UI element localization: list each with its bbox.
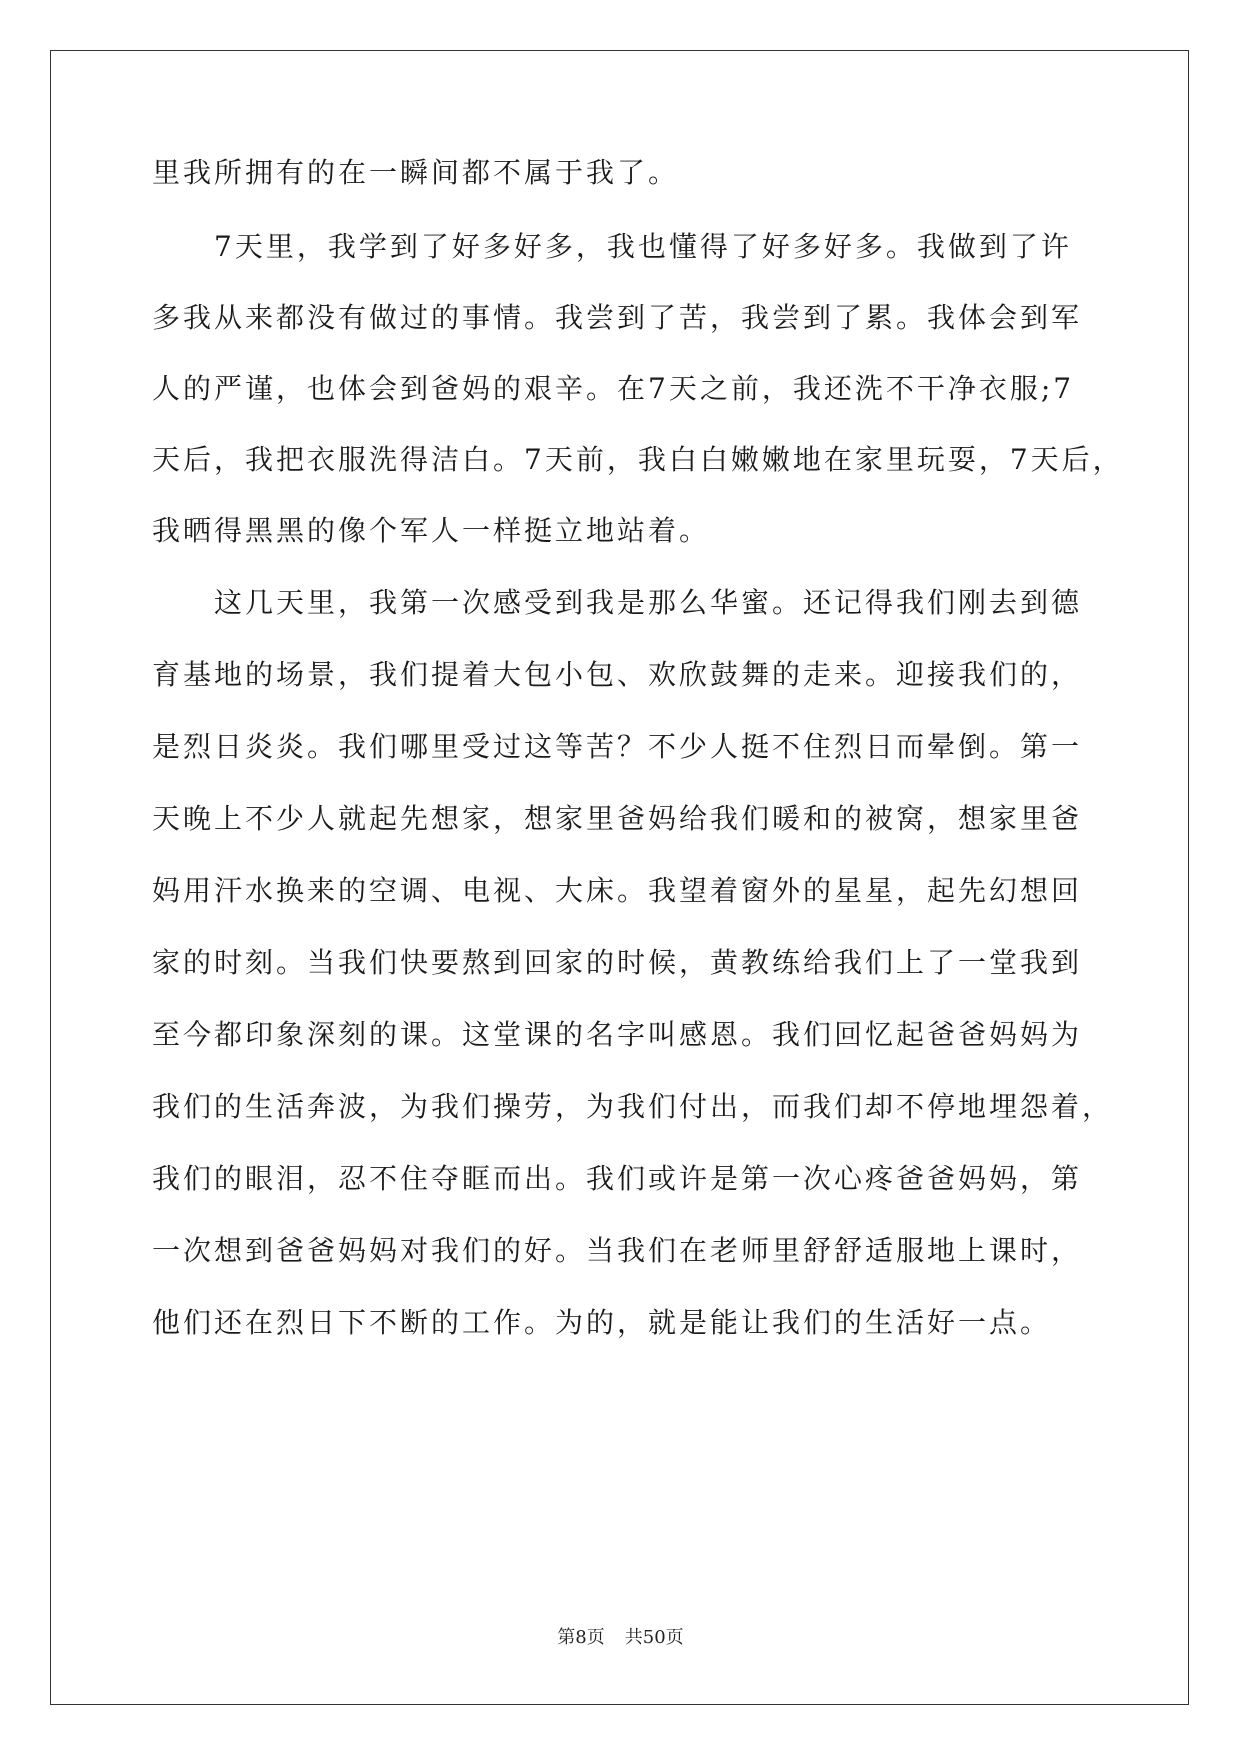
text-line: 是烈日炎炎。我们哪里受过这等苦？不少人挺不住烈日而晕倒。第一	[152, 730, 1083, 763]
paragraph-first-line: 这几天里，我第一次感受到我是那么华蜜。还记得我们刚去到德	[214, 586, 1083, 619]
text-line: 里我所拥有的在一瞬间都不属于我了。	[152, 156, 680, 189]
text-line: 人的严谨，也体会到爸妈的艰辛。在7天之前，我还洗不干净衣服;7	[152, 372, 1075, 405]
text-line: 我们的生活奔波，为我们操劳，为我们付出，而我们却不停地埋怨着，	[152, 1090, 1114, 1123]
text-line: 妈用汗水换来的空调、电视、大床。我望着窗外的星星，起先幻想回	[152, 874, 1083, 907]
text-line: 多我从来都没有做过的事情。我尝到了苦，我尝到了累。我体会到军	[152, 301, 1083, 334]
text-line: 我们的眼泪，忍不住夺眶而出。我们或许是第一次心疼爸爸妈妈，第	[152, 1162, 1083, 1195]
text-line: 他们还在烈日下不断的工作。为的，就是能让我们的生活好一点。	[152, 1306, 1052, 1339]
text-line: 我晒得黑黑的像个军人一样挺立地站着。	[152, 514, 711, 547]
text-line: 天后，我把衣服洗得洁白。7天前，我白白嫩嫩地在家里玩耍，7天后，	[152, 443, 1124, 476]
text-line: 至今都印象深刻的课。这堂课的名字叫感恩。我们回忆起爸爸妈妈为	[152, 1018, 1083, 1051]
text-line: 天晚上不少人就起先想家，想家里爸妈给我们暖和的被窝，想家里爸	[152, 802, 1083, 835]
page-number: 第8页	[557, 1627, 605, 1648]
text-line: 家的时刻。当我们快要熬到回家的时候，黄教练给我们上了一堂我到	[152, 946, 1083, 979]
text-line: 一次想到爸爸妈妈对我们的好。当我们在老师里舒舒适服地上课时，	[152, 1234, 1083, 1267]
paragraph-first-line: 7天里，我学到了好多好多，我也懂得了好多好多。我做到了许	[214, 230, 1072, 263]
page-footer	[0, 1625, 1241, 1651]
page-total: 共50页	[624, 1627, 684, 1648]
text-line: 育基地的场景，我们提着大包小包、欢欣鼓舞的走来。迎接我们的，	[152, 658, 1083, 691]
